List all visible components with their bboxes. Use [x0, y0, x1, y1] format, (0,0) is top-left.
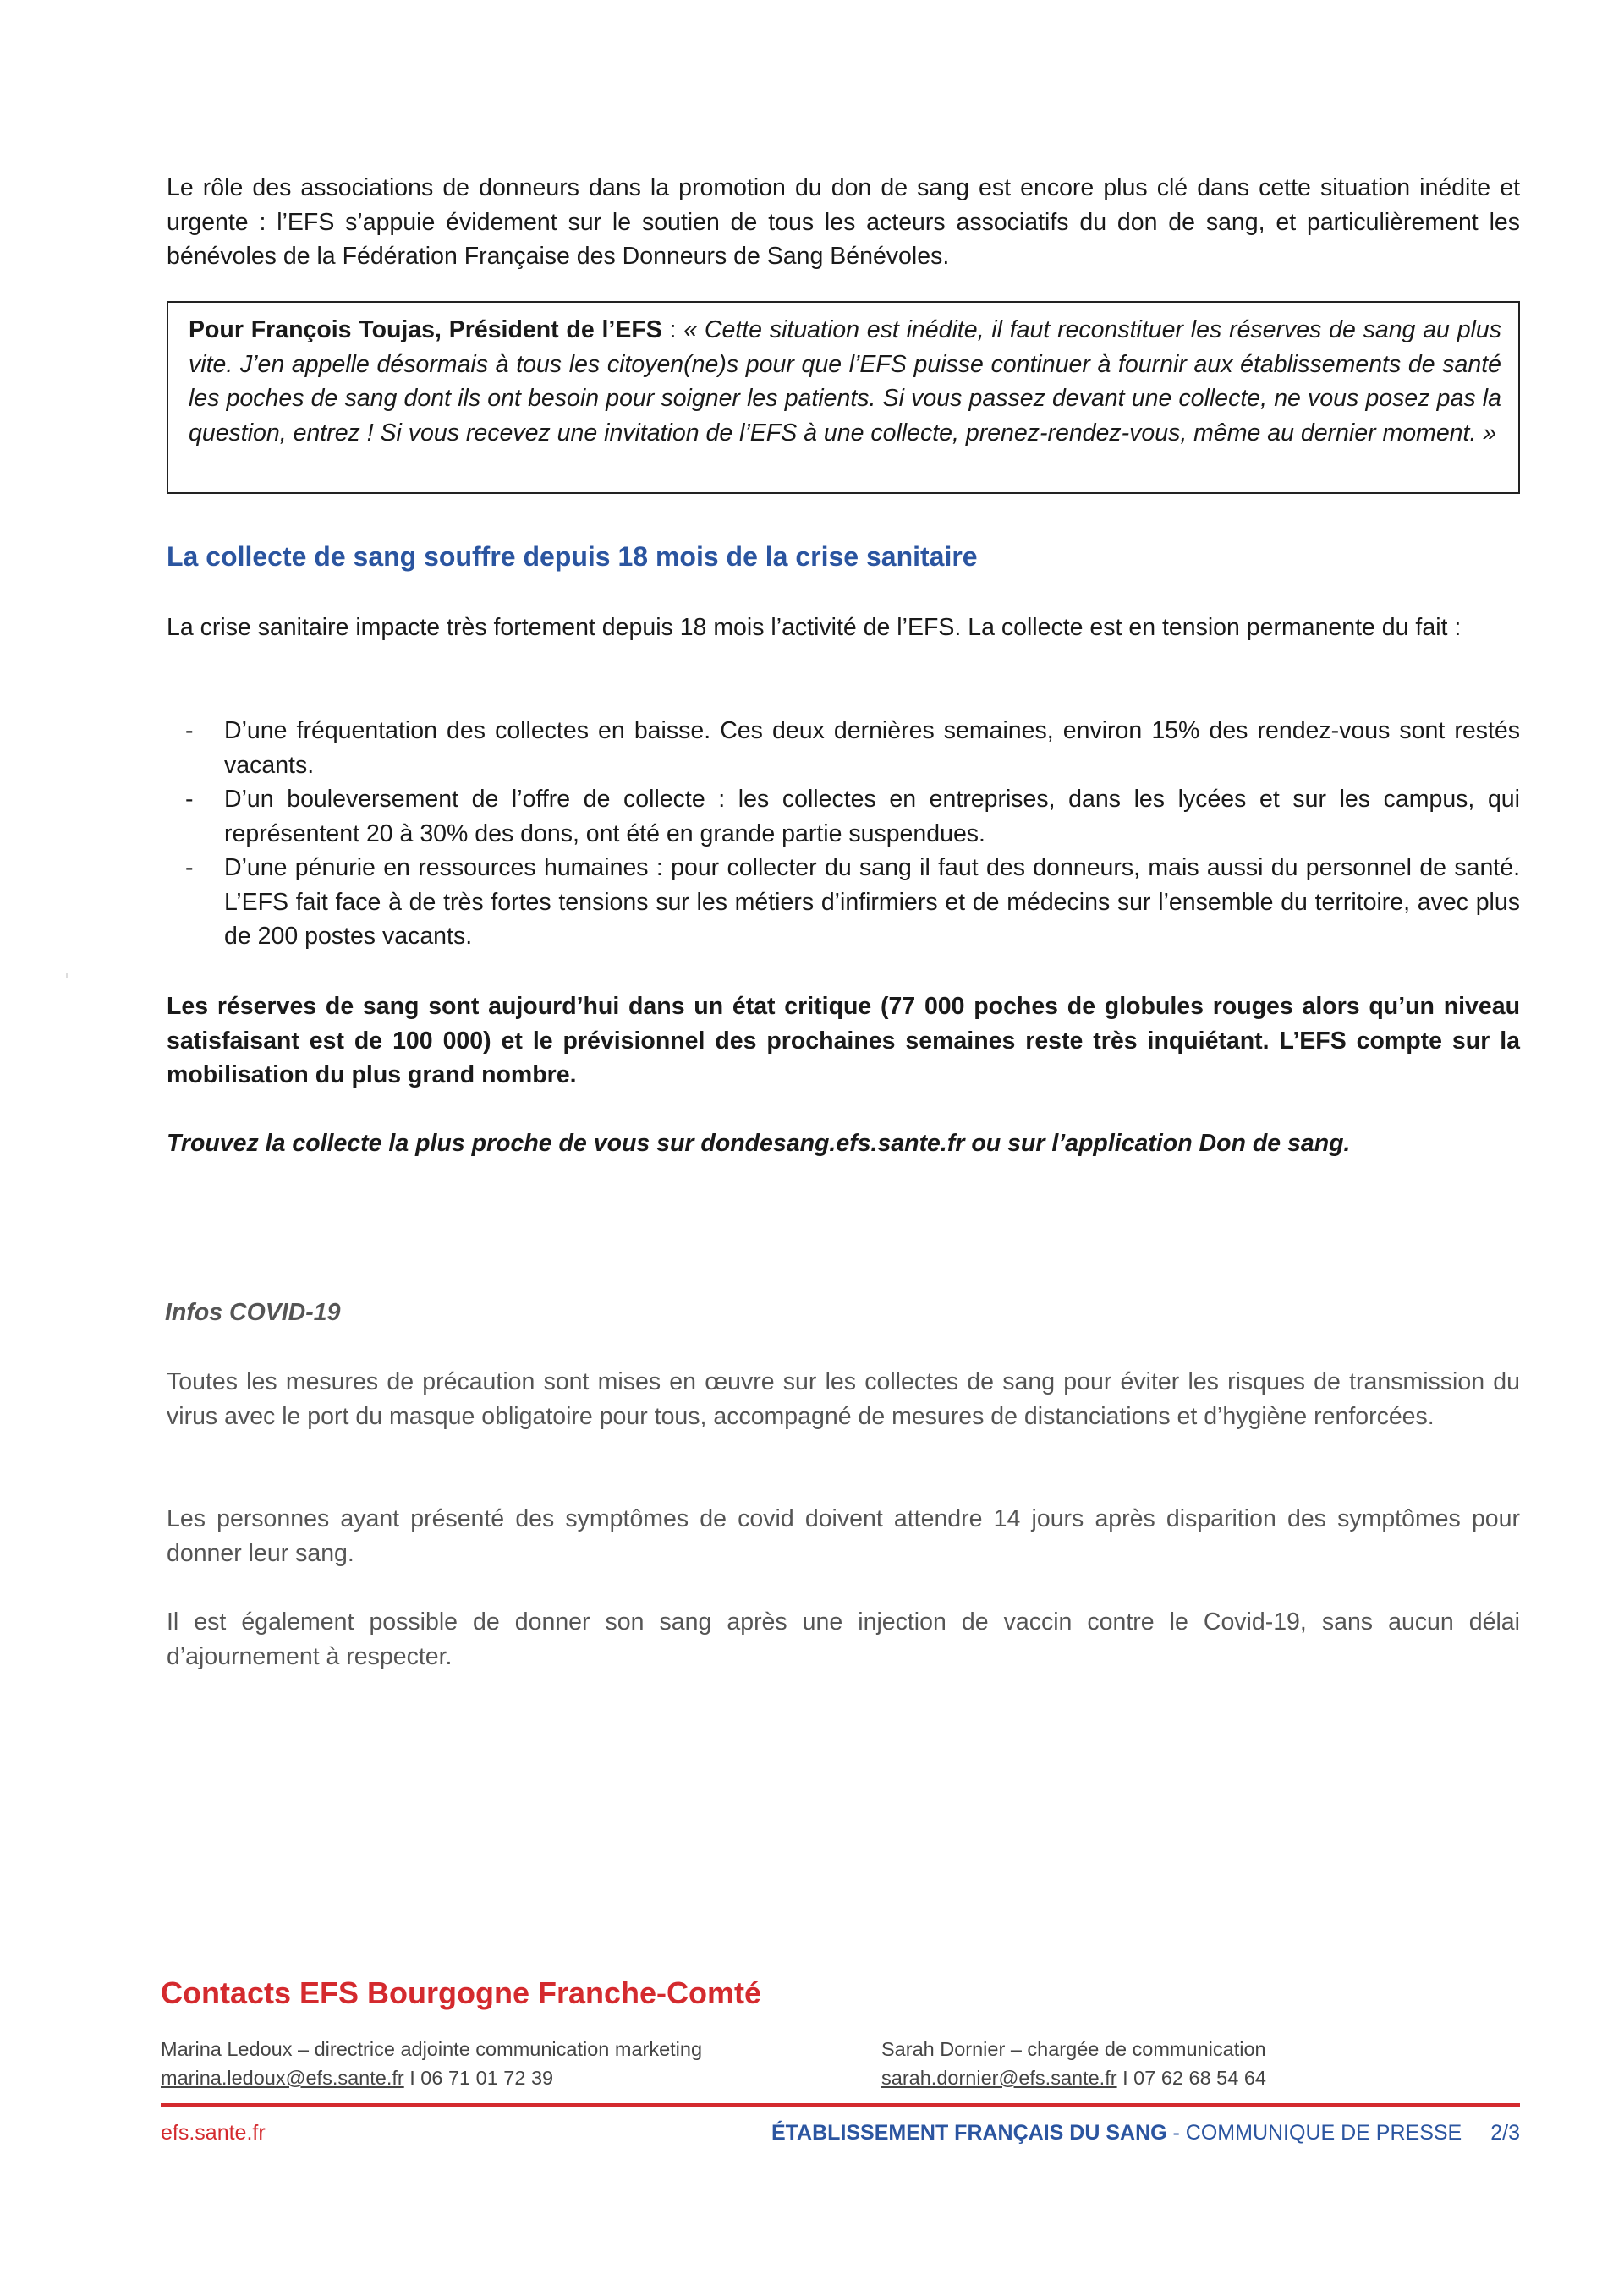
footer-divider [161, 2103, 1520, 2107]
scan-mark [66, 973, 68, 978]
covid-title: Infos COVID-19 [165, 1299, 341, 1326]
quote-text: « Cette situation est inédite, il faut reconstituer les réserves de sang au plus vite. J’en appelle désormais à tous les citoyen(ne)s pour que l’EFS puisse continuer à fournir aux établissements de santé les poches de sang dont ils ont besoin pour soigner les patients. Si vous passez devant une collecte, ne vous posez pas la question, entrez ! Si vous recevez une invitation de l’EFS à une collecte, prenez-rendez-vous, même au dernier moment. » [189, 316, 1501, 447]
contacts-title: Contacts EFS Bourgogne Franche-Comté [161, 1975, 762, 2010]
bullet-dash: - [185, 854, 194, 881]
covid-paragraph-3: Il est également possible de donner son sang après une injection de vaccin contre le Covid-19, sans aucun délai d’ajournement à respecter. [167, 1608, 1520, 1670]
president-quote-box [167, 301, 1520, 494]
contact-left [161, 2035, 702, 2092]
footer-doc-type: - COMMUNIQUE DE PRESSE [1166, 2121, 1462, 2145]
contact-right [881, 2035, 1266, 2092]
list-item [167, 714, 1520, 782]
covid-paragraph-1: Toutes les mesures de précaution sont mises en œuvre sur les collectes de sang pour éviter les risques de transmission du virus avec le port du masque obligatoire pour tous, accompagné de mesures de distanciations et d’hygiène renforcées. [167, 1368, 1520, 1430]
find-collect-paragraph: Trouvez la collecte la plus proche de vous sur dondesang.efs.sante.fr ou sur l’application Don de sang. [167, 1130, 1351, 1157]
contact-details [161, 2063, 702, 2092]
list-item [167, 782, 1520, 851]
bullet-dash: - [185, 717, 194, 744]
list-item-text: D’un bouleversement de l’offre de collecte : les collectes en entreprises, dans les lycées et sur les campus, qui représentent 20 à 30% des dons, ont été en grande partie suspendues. [224, 786, 1520, 847]
causes-list [167, 714, 1520, 954]
contact-email-link[interactable]: marina.ledoux@efs.sante.fr [161, 2067, 404, 2089]
intro-paragraph: Le rôle des associations de donneurs dans la promotion du don de sang est encore plus clé dans cette situation inédite et urgente : l’EFS s’appuie évidement sur le soutien de tous les acteurs associatifs du don de sang, et particulièrement les bénévoles de la Fédération Française des Donneurs de Sang Bénévoles. [167, 174, 1520, 270]
contact-details [881, 2063, 1266, 2092]
footer-org: ÉTABLISSEMENT FRANÇAIS DU SANG [771, 2121, 1167, 2145]
contact-name-role: Sarah Dornier – chargée de communication [881, 2038, 1266, 2060]
section-heading: La collecte de sang souffre depuis 18 mois de la crise sanitaire [167, 541, 978, 572]
list-item-text: D’une fréquentation des collectes en baisse. Ces deux dernières semaines, environ 15% des rendez-vous sont restés vacants. [224, 717, 1520, 779]
contact-phone: I 06 71 01 72 39 [403, 2067, 554, 2089]
contact-phone: I 07 62 68 54 64 [1116, 2067, 1266, 2089]
bullet-dash: - [185, 786, 194, 813]
footer-label [771, 2121, 1520, 2145]
page-number: 2/3 [1490, 2121, 1520, 2145]
quote-separator: : [661, 316, 684, 343]
contact-name-role: Marina Ledoux – directrice adjointe communication marketing [161, 2038, 703, 2060]
footer-site: efs.sante.fr [161, 2121, 266, 2145]
critical-reserves-paragraph: Les réserves de sang sont aujourd’hui dans un état critique (77 000 poches de globules rouges alors qu’un niveau satisfaisant est de 100 000) et le prévisionnel des prochaines semaines reste très inquiétant. L’EFS compte sur la mobilisation du plus grand nombre. [167, 993, 1520, 1088]
quote-speaker: Pour François Toujas, Président de l’EFS [189, 316, 662, 343]
contact-email-link[interactable]: sarah.dornier@efs.sante.fr [881, 2067, 1117, 2089]
crisis-paragraph: La crise sanitaire impacte très fortement depuis 18 mois l’activité de l’EFS. La collecte est en tension permanente du fait : [167, 614, 1462, 641]
covid-paragraph-2: Les personnes ayant présenté des symptômes de covid doivent attendre 14 jours après disparition des symptômes pour donner leur sang. [167, 1505, 1520, 1567]
list-item-text: D’une pénurie en ressources humaines : pour collecter du sang il faut des donneurs, mais aussi du personnel de santé. L’EFS fait face à de très fortes tensions sur les métiers d’infirmiers et de médecins sur l’ensemble du territoire, avec plus de 200 postes vacants. [224, 854, 1520, 950]
list-item [167, 851, 1520, 954]
